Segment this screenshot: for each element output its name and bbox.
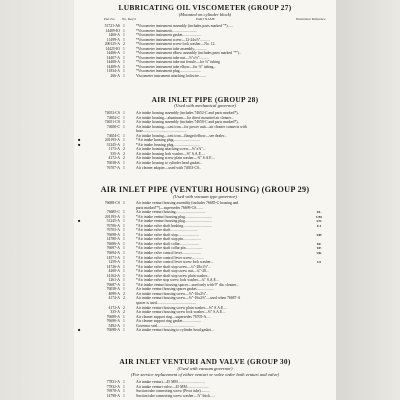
quantity: 1 [123, 287, 125, 292]
part-name: *Air intake valve shaft stop screw plain washer... [136, 273, 210, 278]
parts-list-group-30 [74, 380, 336, 398]
header-qty: No. Req'd [122, 17, 136, 21]
quantity: 1 [123, 232, 125, 237]
section-title-group-30: AIR INLET VENTURI AND VALVE (GROUP 30) [119, 357, 291, 366]
row-marker: ■ [78, 218, 81, 224]
part-number: 1173-A [108, 147, 120, 152]
part-name: Air intake venturi valve—45 MM....................... [136, 384, 209, 389]
part-name: *Air intake venturi housing plug............................. [136, 219, 213, 224]
part-number: 74651-CS [104, 120, 120, 125]
part-name: *Viscometer instrument screw—12-24x⅞".......... [136, 37, 210, 42]
quantity: 1 [123, 389, 125, 394]
part-name: *Air intake valve stop screw lock washer—¼" S.A.E... [136, 278, 219, 283]
part-name: *Air intake valve shaft collar..................... [136, 241, 200, 246]
quantity: 1 [123, 201, 125, 205]
part-number: 201193-A [104, 138, 120, 143]
row-marker: ■ [78, 141, 81, 147]
quantity: 2 [123, 147, 125, 152]
part-name: Air intake venturi—45 MM............................. [136, 380, 205, 384]
quantity: 1 [123, 328, 125, 333]
part-name: *Air intake venturi housing plug............................. [136, 214, 213, 219]
part-number: 74654-C [106, 133, 120, 138]
row-marker: ■ [78, 327, 81, 333]
part-number: 76689-A [106, 314, 120, 319]
section-title-group-28: AIR INLET PIPE (GROUP 28) [151, 95, 259, 104]
part-name: Air intake housing—aluminum—for direct mounted air cleaner... [136, 115, 234, 120]
binding-margin [0, 0, 74, 400]
section-note-group-30: (For service replacement of either venturi or valve order both venturi and valve) [130, 372, 280, 377]
quantity: 1 [123, 46, 125, 51]
quantity: 1 [123, 165, 125, 170]
section-subtitle-group-28: (Used with mechanical governor) [174, 103, 236, 108]
part-number: 51721-AS [104, 24, 120, 28]
part-name: *Viscometer instrument plug....................... [136, 69, 202, 74]
illustration-reference: UE [316, 246, 322, 251]
quantity: 2 [123, 310, 125, 315]
illustration-reference: UJ [316, 223, 322, 228]
table-row [74, 74, 336, 79]
part-name: *Viscometer instrument tube nut—⅛"x⅛".......... [136, 55, 209, 60]
part-name: *Viscometer instrument........................... [136, 28, 198, 33]
part-number: 76706-A [106, 223, 120, 228]
quantity: 1 [123, 384, 125, 389]
part-number: 74652-CS [104, 111, 120, 115]
quantity: 1 [123, 237, 125, 242]
part-name: Air intake venturi housing spacer gasket.................. [136, 287, 214, 292]
part-name: Air intake venturi housing assembly (includes 76685-C housing and [136, 201, 239, 205]
illustration-reference: UM [316, 214, 322, 219]
header-part-name: PART NAME [196, 17, 215, 21]
quantity: 1 [123, 323, 125, 328]
part-name: Air intake housing attaching screw—⅜"x⅞"... [136, 147, 206, 152]
part-number: 76685-C [106, 210, 120, 215]
part-name: *Viscometer instrument screw lock washer—No. 12. [136, 42, 216, 47]
part-name: Air intake venturi housing to cylinder head gasket... [136, 328, 214, 333]
part-number: 1259-A [108, 260, 120, 265]
part-name: spacer is used.......................................... [136, 301, 197, 306]
part-number: 76688-CS [104, 201, 120, 205]
quantity: 1 [123, 133, 125, 138]
part-name: *Viscometer instrument tube nut ferrule—for ⅛" tubing [136, 60, 220, 65]
quantity: 1 [123, 223, 125, 228]
part-number: 4172-A [108, 156, 120, 161]
quantity: 2 [123, 151, 125, 156]
part-number: 76694-A [106, 251, 120, 256]
part-name: *Air intake valve shaft stop screw nut—¼"-28... [136, 269, 209, 274]
part-name: *Air intake housing plug............................ [136, 142, 200, 147]
part-name: *Viscometer instrument tube assembly.............. [136, 46, 208, 51]
part-name: parts marked"*)—supersedes 76699-CS....... [136, 205, 203, 210]
part-number: 11834-A [106, 69, 120, 74]
quantity: 1 [123, 51, 125, 56]
quantity: 1 [123, 210, 125, 215]
quantity: 1 [123, 314, 125, 319]
part-name: Air intake housing—cast iron—flanged elbow—see dealer... [136, 133, 227, 138]
part-name: Air intake housing to cylinder head gasket... [136, 161, 203, 166]
quantity: 1 [123, 251, 125, 256]
quantity: 1 [123, 115, 125, 120]
table-row [74, 328, 336, 333]
part-number: 4174-A [108, 296, 120, 301]
part-name: *Viscometer instrument elbow assembly (includes parts marked "*").. [136, 51, 241, 56]
part-number: 335-A [110, 310, 120, 315]
part-name: *Air intake valve shaft stop....................... [136, 232, 200, 237]
part-number: 11499-A [106, 37, 120, 42]
quantity: 1 [123, 228, 125, 233]
quantity: 1 [123, 28, 125, 33]
part-number: 74652-C [106, 115, 120, 120]
part-name: Air intake venturi housing screw—⅜"-16x2⅞"—used when 76687-A [136, 296, 241, 301]
quantity: 1 [123, 214, 125, 219]
part-number: 14780-A [106, 237, 120, 242]
section-subtitle-group-30: (Used with vacuum governor) [177, 366, 233, 371]
quantity: 1 [123, 219, 125, 224]
part-number: 76038-A [106, 287, 120, 292]
part-name: Air intake housing lock washer—⅜" S.A.E.... [136, 151, 205, 156]
quantity: 1 [123, 255, 125, 260]
part-number: 76703-A [106, 228, 120, 233]
section-title-group-27: LUBRICATING OIL VISCOMETER (GROUP 27) [118, 3, 292, 12]
section-subtitle-group-29: (Used with vacuum type governor) [173, 194, 237, 199]
part-number: 76690-A [106, 319, 120, 324]
part-name: Air intake venturi housing screw lock washer—⅜" S.A.E.... [136, 310, 226, 315]
part-name: Air cleaner support ring gasket.................... [136, 319, 202, 324]
part-number: 4200-A [108, 269, 120, 274]
part-name: Air intake housing assembly (includes 74650-C and parts marked*).. [136, 120, 240, 125]
part-name: Air cleaner adapter—used with 74653-CS.. [136, 165, 201, 170]
part-number: 76698-A [106, 328, 120, 333]
header-ref: Illustration Reference [296, 17, 326, 21]
part-name: Air intake venturi housing screw plain washer—⅜" S.A.E.... [136, 305, 227, 310]
part-name: Air intake housing assembly (includes 74652-C and parts marked*).. [136, 111, 240, 115]
quantity: 1 [123, 269, 125, 274]
quantity: 1 [123, 24, 125, 28]
parts-list-group-27 [74, 24, 336, 79]
quantity: 1 [123, 319, 125, 324]
part-number: 76687-A [106, 282, 120, 287]
part-name: *Air intake housing plug............................ [136, 138, 200, 143]
part-number: 76038-A [106, 161, 120, 166]
part-name: *Air intake valve control lever screw............. [136, 255, 204, 260]
quantity: 1 [123, 64, 125, 69]
part-name: Suction tube connecting screw washer—⅞" thick..... [136, 393, 215, 398]
part-number: 74650-C [106, 124, 120, 129]
part-number: 335-A [110, 151, 120, 156]
part-number: 1261-A [108, 278, 120, 283]
part-number: 1460-A [108, 33, 120, 38]
part-number: 4099-A [108, 291, 120, 296]
part-number: 31245-A [106, 142, 120, 147]
quantity: 2 [123, 291, 125, 296]
part-number: 76686-A [106, 241, 120, 246]
quantity: 2 [123, 296, 125, 301]
part-number: 14409-IO [105, 28, 120, 33]
header-part-no: Part No. [104, 17, 116, 21]
quantity: 1 [123, 69, 125, 74]
part-number: 76697-A [106, 246, 120, 251]
part-number: 14798-A [106, 393, 120, 398]
part-name: *Air intake venturi housing spacer—used only with 9" dia. cleaner... [136, 282, 239, 287]
quantity: 1 [123, 273, 125, 278]
part-number: 77831-A [106, 380, 120, 384]
part-name: Air intake housing screw plain washer—⅜" S.A.E.... [136, 156, 216, 161]
part-number: 201193-A [104, 214, 120, 219]
illustration-reference: UF [316, 241, 322, 246]
quantity: 1 [123, 264, 125, 269]
quantity: 1 [123, 393, 125, 398]
parts-list-group-29 [74, 201, 336, 333]
quantity: 1 [123, 161, 125, 166]
quantity: 1 [123, 124, 125, 129]
part-name: *Air intake valve shaft bushing............................... [136, 223, 213, 228]
quantity: 1 [123, 33, 125, 38]
part-number: 14162-A [106, 273, 120, 278]
part-name: Suction tube connecting screw (Pivot tube).......... [136, 389, 211, 394]
quantity: 1 [123, 241, 125, 246]
part-number: 266-A [110, 74, 120, 79]
quantity: 2 [123, 42, 125, 47]
part-number: 76707-A [106, 165, 120, 170]
parts-list-group-28 [74, 111, 336, 170]
illustration-reference: UN [316, 219, 322, 224]
section-title-group-29: AIR INLET PIPE (VENTURI HOUSING) (GROUP 29) [100, 185, 310, 194]
part-name: *Air intake valve shaft stop pin................... [136, 237, 201, 242]
illustration-reference: UI [317, 260, 321, 265]
part-number: 14726-A [106, 264, 120, 269]
part-name: *Air intake valve control lever.................... [136, 251, 201, 256]
quantity: 1 [123, 278, 125, 283]
quantity: 1 [123, 37, 125, 42]
quantity: 1 [123, 138, 125, 143]
part-name: Governor seal........................................ [136, 323, 195, 328]
quantity: 1 [123, 60, 125, 65]
part-name: Air intake venturi housing screw—⅜"-16x2⅛".. [136, 291, 209, 296]
quantity: 1 [123, 74, 125, 79]
illustration-reference: UL [316, 210, 322, 215]
part-name: *Viscometer instrument assembly (includes parts marked "*)...... [136, 24, 234, 28]
section-subtitle-group-27: (Mounted on cylinder block) [178, 12, 232, 17]
part-name: *Air intake valve shaft............................. [136, 228, 198, 233]
table-row [74, 166, 336, 171]
illustration-reference: UK [316, 251, 322, 256]
quantity: 1 [123, 55, 125, 60]
part-name: *Air intake valve shaft collar pin.................. [136, 246, 203, 251]
part-number: 14425-IO [105, 46, 120, 51]
part-number: 31245-A [106, 219, 120, 224]
table-row [74, 394, 336, 399]
part-name: Air cleaner support ring—supersedes 76705-A..... [136, 314, 211, 319]
part-number: 14406-A [106, 51, 120, 56]
part-number: 14408-A [106, 60, 120, 65]
row-marker: ■ [78, 137, 81, 143]
part-name: *Viscometer instrument gasket.................... [136, 33, 202, 38]
part-name: Viscometer instrument attaching lockwire........ [136, 74, 207, 79]
part-number: 76978-A [106, 389, 120, 394]
part-number: 200125-A [104, 42, 120, 47]
part-name: Air intake housing—cast iron—for power unit—air cleaner connects with [136, 124, 247, 129]
quantity: 1 [123, 380, 125, 384]
part-number: 14407-A [106, 55, 120, 60]
quantity: 1 [123, 246, 125, 251]
page-shadow [336, 0, 400, 400]
part-name: *Air intake valve control lever screw lock washer... [136, 260, 214, 265]
part-number: 14409-A [106, 64, 120, 69]
part-number: 14571-A [106, 255, 120, 260]
part-number: 76698-A [106, 232, 120, 237]
part-name: Air intake venturi housing................................ [136, 210, 206, 215]
quantity: 1 [123, 282, 125, 287]
parts-catalog-page [74, 0, 336, 400]
part-name: *Air intake valve shaft stop screw—¼"-28x1⅛"... [136, 264, 212, 269]
part-number: 77832-A [106, 384, 120, 389]
quantity: 2 [123, 156, 125, 161]
part-name: *Viscometer instrument tube elbow—for ⅛" tubing... [136, 64, 217, 69]
part-name: hose.............................................. [136, 129, 186, 134]
illustration-reference: UH [316, 232, 322, 237]
part-number: 5492-A [108, 323, 120, 328]
quantity: 1 [123, 111, 125, 115]
quantity: 1 [123, 142, 125, 147]
quantity: 2 [123, 305, 125, 310]
quantity: 1 [123, 120, 125, 125]
part-number: 4172-A [108, 305, 120, 310]
quantity: 1 [123, 260, 125, 265]
